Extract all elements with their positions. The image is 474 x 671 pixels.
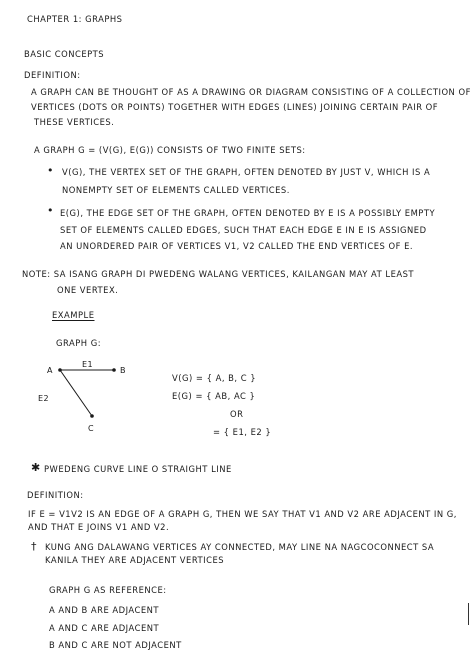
vertex-a — [58, 368, 62, 372]
vertex-label-a: A — [47, 366, 53, 375]
bullet2-line-2: SET OF ELEMENTS CALLED EDGES, SUCH THAT EACH EDGE E IN E IS ASSIGNED — [60, 225, 427, 235]
edge-e2 — [60, 370, 92, 416]
star-bullet-icon: ✱ — [31, 461, 41, 474]
bullet-dot-icon: • — [47, 164, 54, 177]
vertex-c — [90, 414, 94, 418]
note-line-1: NOTE: SA ISANG GRAPH DI PWEDENG WALANG VERTICES, KAILANGAN MAY AT LEAST — [22, 269, 415, 279]
chapter-title: CHAPTER 1: GRAPHS — [27, 14, 123, 24]
definition-line-1: A GRAPH CAN BE THOUGHT OF AS A DRAWING OR DIAGRAM CONSISTING OF A COLLECTION OF — [31, 87, 471, 97]
reference-label: GRAPH G AS REFERENCE: — [49, 585, 167, 595]
note-line-2: ONE VERTEX. — [57, 285, 119, 295]
or-line: OR — [230, 409, 244, 419]
bullet-dot-icon: • — [47, 204, 54, 217]
definition2-line-2: AND THAT E JOINS V1 AND V2. — [28, 522, 170, 532]
definition-line-2: VERTICES (DOTS OR POINTS) TOGETHER WITH EDGES (LINES) JOINING CERTAIN PAIR OF — [31, 102, 439, 112]
adjacent-note-line-1: KUNG ANG DALAWANG VERTICES AY CONNECTED, MAY LINE NA NAGCOCONNECT SA — [45, 542, 435, 552]
adjacency-line-3: B AND C ARE NOT ADJACENT — [49, 640, 182, 650]
edge-label-e1: e1 — [82, 360, 94, 369]
dagger-bullet-icon: † — [31, 540, 37, 553]
bullet1-line-2: NONEMPTY SET OF ELEMENTS CALLED VERTICES. — [62, 185, 290, 195]
definition-line-3: THESE VERTICES. — [34, 117, 115, 127]
section-heading: BASIC CONCEPTS — [24, 49, 105, 59]
example-label: EXAMPLE — [52, 310, 95, 320]
edge-set-line: E(G) = { AB, AC } — [172, 391, 256, 401]
definition2-label: DEFINITION: — [27, 490, 84, 500]
adjacent-note-line-2: KANILA THEY ARE ADJACENT VERTICES — [45, 555, 225, 565]
definition-label: DEFINITION: — [24, 70, 81, 80]
edge-label-e2: e2 — [38, 394, 50, 403]
vertex-b — [112, 368, 116, 372]
star-note: PWEDENG CURVE LINE O STRAIGHT LINE — [44, 464, 232, 474]
edge-mark — [468, 603, 469, 625]
graph-intro: A GRAPH G = (V(G), E(G)) CONSISTS OF TWO FINITE SETS: — [34, 145, 306, 155]
adjacency-line-1: A AND B ARE ADJACENT — [49, 605, 160, 615]
adjacency-line-2: A AND C ARE ADJACENT — [49, 623, 160, 633]
definition2-line-1: IF E = V1V2 IS AN EDGE OF A GRAPH G, THEN WE SAY THAT V1 AND V2 ARE ADJACENT IN G, — [28, 509, 457, 519]
edge-set-alt-line: = { E1, E2 } — [213, 427, 272, 437]
graph-label: GRAPH G: — [56, 338, 102, 348]
vertex-set-line: V(G) = { A, B, C } — [172, 373, 257, 383]
bullet2-line-3: AN UNORDERED PAIR OF VERTICES V1, V2 CALLED THE END VERTICES OF E. — [60, 241, 414, 251]
bullet1-line-1: V(G), THE VERTEX SET OF THE GRAPH, OFTEN DENOTED BY JUST V, WHICH IS A — [62, 167, 431, 177]
vertex-label-c: C — [88, 424, 95, 433]
vertex-label-b: B — [120, 366, 126, 375]
bullet2-line-1: E(G), THE EDGE SET OF THE GRAPH, OFTEN DENOTED BY E IS A POSSIBLY EMPTY — [60, 208, 436, 218]
graph-diagram — [30, 357, 135, 437]
